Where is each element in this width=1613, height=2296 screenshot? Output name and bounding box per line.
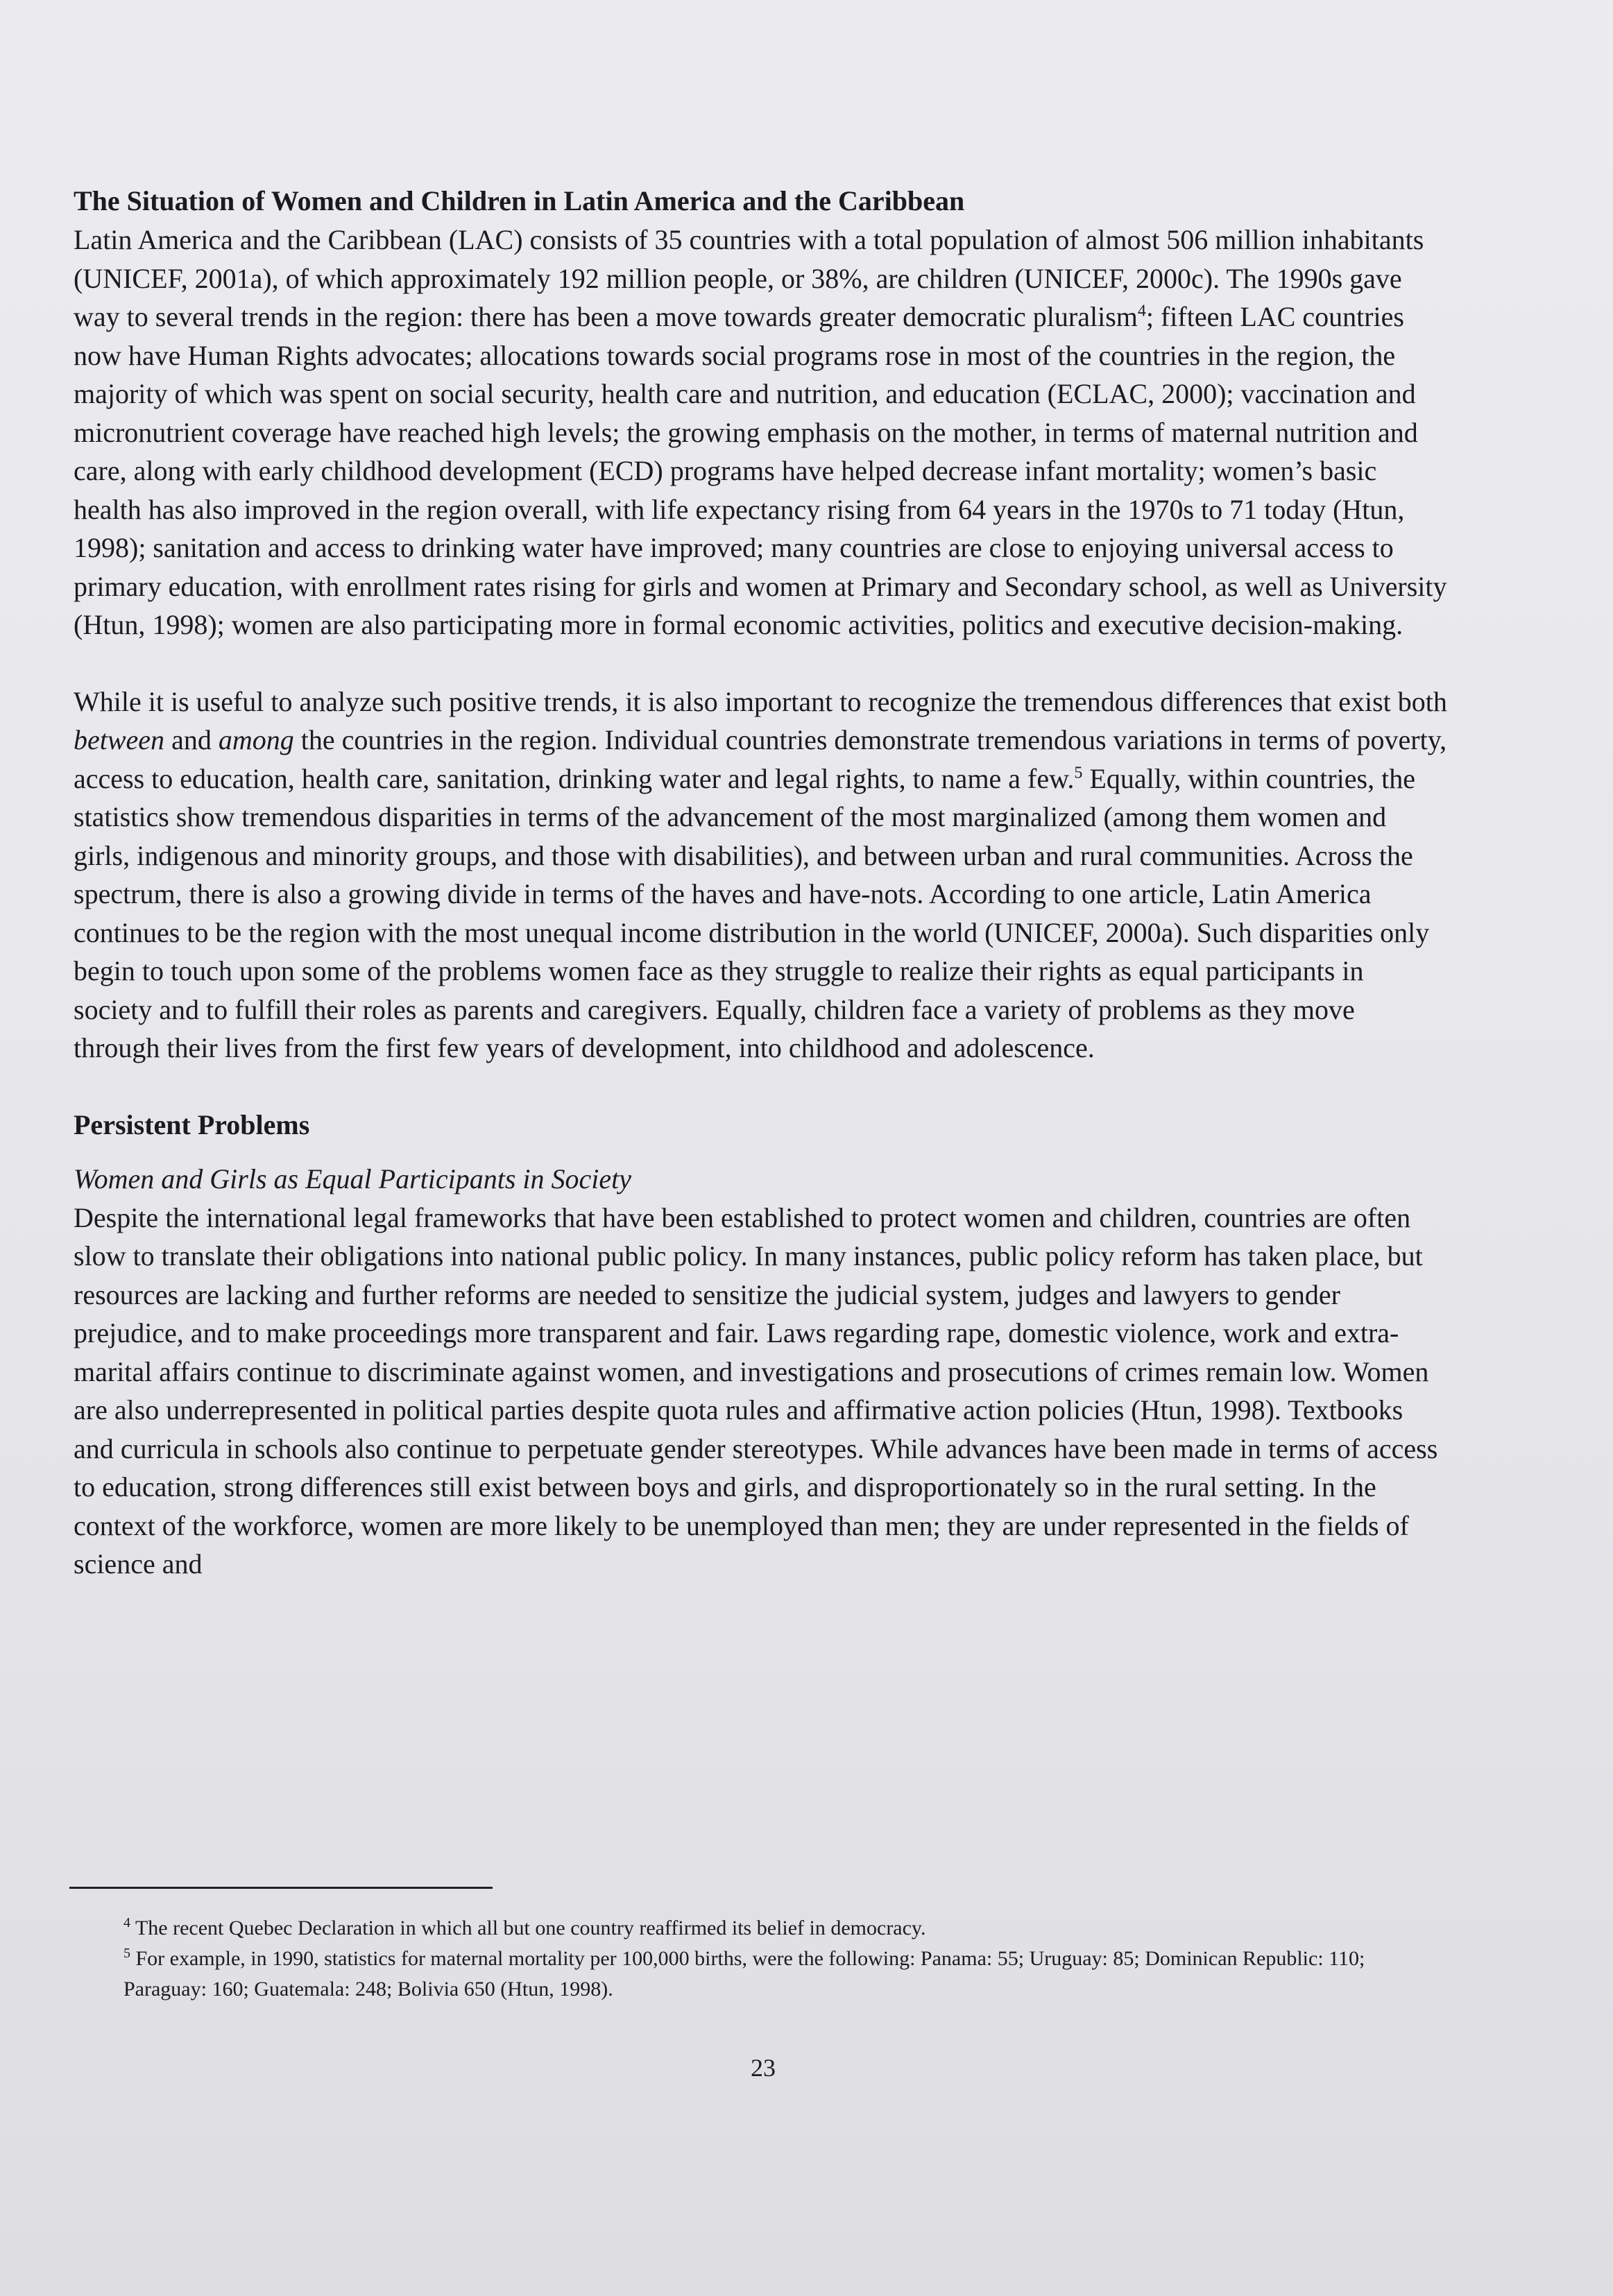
section-title: Persistent Problems: [74, 1108, 310, 1140]
footnote-divider: [69, 1887, 493, 1889]
main-content: [74, 182, 1447, 1584]
text: While it is useful to analyze such positive trends, it is also important to recognize the tremendous differences that exist both: [74, 685, 1447, 717]
text: Equally, within countries, the statistics show tremendous disparities in terms of the advancement of the most marginalized (among them women and girls, indigenous and minority groups, and those with disabilities), and between urban and rural communities. Across the spectrum, there is also a growing divide in terms of the haves and have-nots. According to one article, Latin America continues to be the region with the most unequal income distribution in the world (UNICEF, 2000a). Such disparities only begin to touch upon some of the problems women face as they struggle to realize their rights as equal participants in society and to fulfill their roles as parents and caregivers. Equally, children face a variety of problems as they move through their lives from the first few years of development, into childhood and adolescence.: [74, 762, 1430, 1063]
footnotes: [123, 1913, 1372, 2005]
subsection-title: Women and Girls as Equal Participants in Society: [74, 1163, 632, 1194]
text: ; fifteen LAC countries now have Human Rights advocates; allocations towards social programs rose in most of the countries in the region, the majority of which was spent on social security, health care and nutrition, and education (ECLAC, 2000); vaccination and micronutrient coverage have reached high levels; the growing emphasis on the mother, in terms of maternal nutrition and care, along with early childhood development (ECD) programs have helped decrease infant mortality; women’s basic health has also improved in the region overall, with life expectancy rising from 64 years in the 1970s to 71 today (Htun, 1998); sanitation and access to drinking water have improved; many countries are close to enjoying universal access to primary education, with enrollment rates rising for girls and women at Primary and Secondary school, as well as University (Htun, 1998); women are also participating more in formal economic activities, politics and executive decision-making.: [74, 301, 1447, 640]
footnote-text: For example, in 1990, statistics for maternal mortality per 100,000 births, were the following: Panama: 55; Uruguay: 85; Dominican Republic: 110; Paraguay: 160; Guatemala: 248; Bolivia 650 (Htun, 1998).: [123, 1947, 1365, 2001]
text: and: [164, 724, 219, 755]
footnote-ref: 4: [1137, 302, 1146, 320]
footnote-number: 4: [123, 1915, 130, 1930]
footnote: [123, 1913, 1372, 1944]
footnote-text: The recent Quebec Declaration in which all but one country reaffirmed its belief in democracy.: [135, 1917, 926, 1939]
emphasis: among: [218, 724, 294, 755]
section-title: The Situation of Women and Children in Latin America and the Caribbean: [74, 185, 965, 216]
paragraph: [74, 221, 1447, 644]
paragraph: [74, 683, 1447, 1068]
text: Latin America and the Caribbean (LAC) consists of 35 countries with a total population of almost 506 million inhabitants (UNICEF, 2001a), of which approximately 192 million people, or 38%, are children (UNICEF, 2000c). The 1990s gave way to several trends in the region: there has been a move towards greater democratic pluralism: [74, 224, 1424, 332]
footnote: [123, 1944, 1372, 2005]
page-number: 23: [751, 2054, 776, 2082]
footnote-ref: 5: [1074, 764, 1083, 782]
paragraph: Despite the international legal frameworks that have been established to protect women and children, countries are often slow to translate their obligations into national public policy. In many instances, public policy reform has taken place, but resources are lacking and further reforms are needed to sensitize the judicial system, judges and lawyers to gender prejudice, and to make proceedings more transparent and fair. Laws regarding rape, domestic violence, work and extra-marital affairs continue to discriminate against women, and investigations and prosecutions of crimes remain low. Women are also underrepresented in political parties despite quota rules and affirmative action policies (Htun, 1998). Textbooks and curricula in schools also continue to perpetuate gender stereotypes. While advances have been made in terms of access to education, strong differences still exist between boys and girls, and disproportionately so in the rural setting. In the context of the workforce, women are more likely to be unemployed than men; they are under represented in the fields of science and: [74, 1201, 1438, 1579]
emphasis: between: [74, 724, 165, 755]
footnote-number: 5: [123, 1946, 130, 1961]
text: the countries in the region. Individual countries demonstrate tremendous variations in terms of poverty, access to education, health care, sanitation, drinking water and legal rights, to name a few.: [74, 724, 1447, 794]
